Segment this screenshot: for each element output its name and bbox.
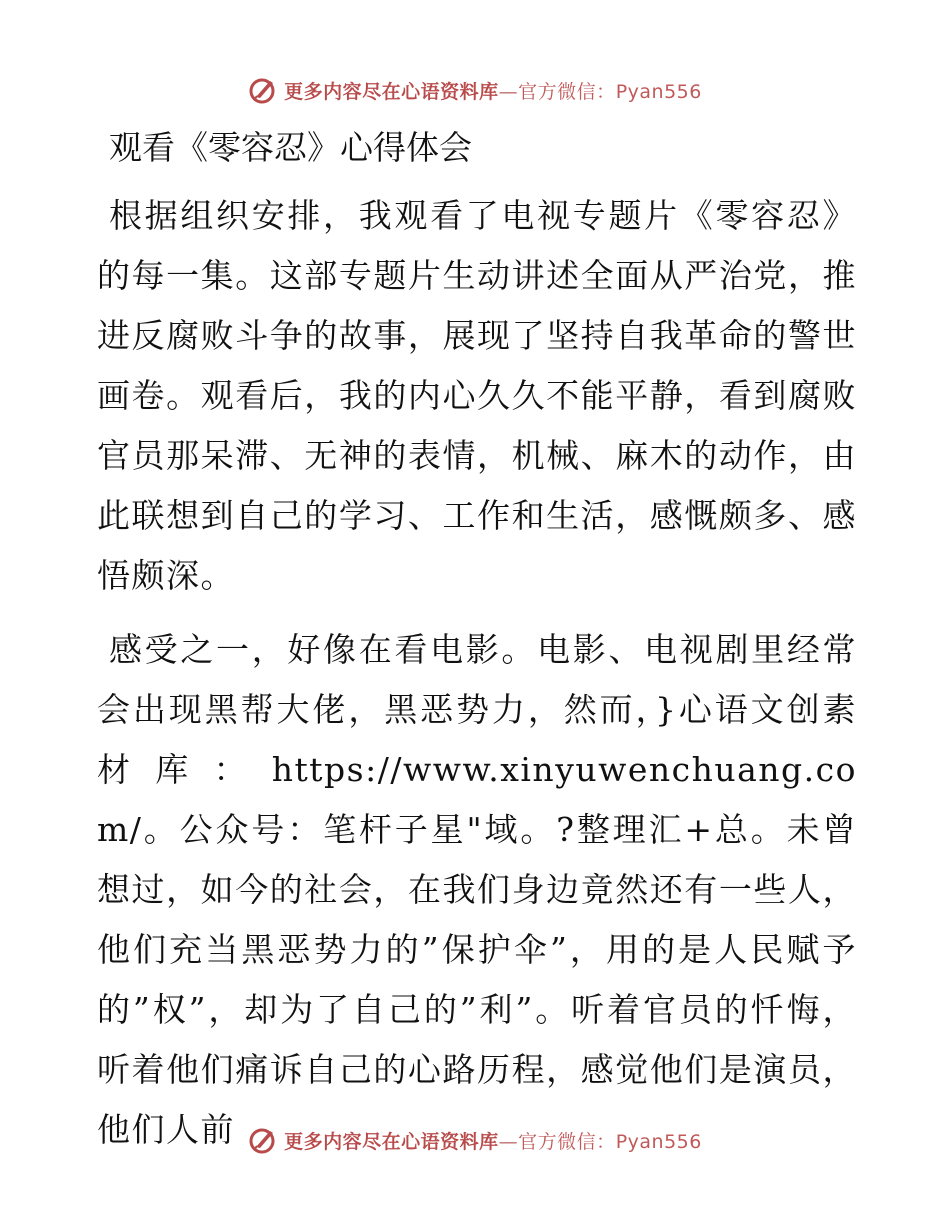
paragraph: 感受之一，好像在看电影。电影、电视剧里经常会出现黑帮大佬，黑恶势力，然而，}心语文创素材库：https://www.xinyuwenchuang.com/。公众号：笔杆子星"域。?整理汇+总。未曾想过，如今的社会，在我们身边竟然还有一些人，他们充当黑恶势力的”保护伞”，用的是人民赋予的”权”，却为了自己的”利”。听着官员的忏悔，听着他们痛诉自己的心路历程，感觉他们是演员，他们人前 (97, 630, 857, 1149)
banner-account: Pyan556 (615, 1130, 702, 1153)
footer-watermark-banner (0, 1120, 950, 1160)
banner-brand: 更多内容尽在心语资料库 (284, 80, 499, 103)
banner-text (284, 1127, 702, 1154)
banner-text (284, 77, 702, 104)
banner-account-label: 官方微信： (518, 1130, 616, 1153)
quill-logo-icon (248, 1125, 278, 1155)
document-title: 观看《零容忍》心得体会 (109, 128, 472, 167)
banner-separator: — (498, 1130, 519, 1153)
document-body (97, 118, 857, 1174)
header-watermark-banner (0, 70, 950, 110)
banner-account-label: 官方微信： (518, 80, 616, 103)
paragraph: 根据组织安排，我观看了电视专题片《零容忍》的每一集。这部专题片生动讲述全面从严治党，推进反腐败斗争的故事，展现了坚持自我革命的警世画卷。观看后，我的内心久久不能平静，看到腐败官员那呆滞、无神的表情，机械、麻木的动作，由此联想到自己的学习、工作和生活，感慨颇多、感悟颇深。 (97, 196, 857, 595)
banner-separator: — (498, 80, 519, 103)
banner-brand: 更多内容尽在心语资料库 (284, 1130, 499, 1153)
banner-account: Pyan556 (615, 80, 702, 103)
quill-logo-icon (248, 75, 278, 105)
